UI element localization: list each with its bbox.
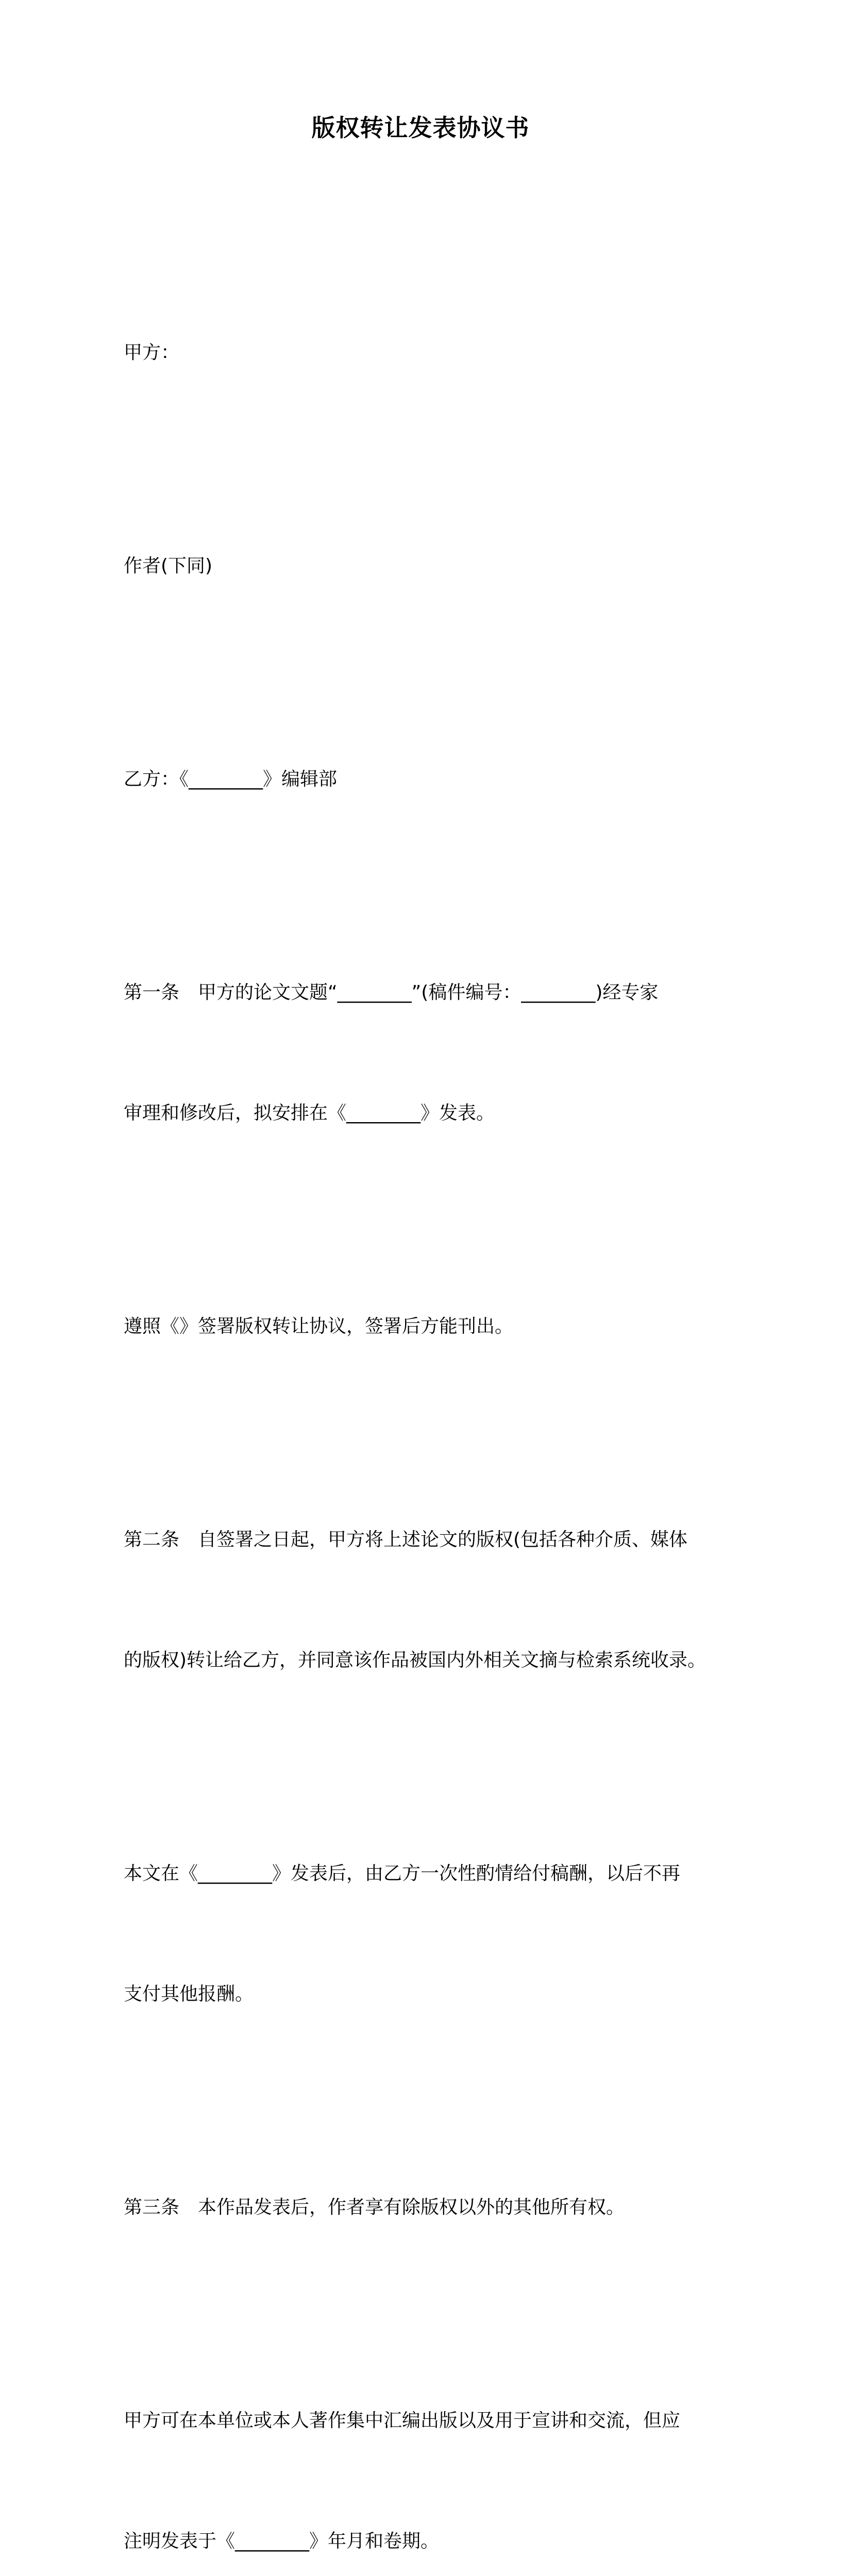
- text-line: 作者(下同): [124, 555, 213, 577]
- text-line: 第二条 自签署之日起，甲方将上述论文的版权(包括各种介质、媒体: [124, 1529, 688, 1550]
- remuneration-clause: [124, 1773, 737, 2095]
- text-line: 注明发表于《________》年月和卷期。: [124, 2531, 440, 2552]
- text-line: 甲方可在本单位或本人著作集中汇编出版以及用于宣讲和交流，但应: [124, 2410, 681, 2431]
- party-a-line: [124, 252, 737, 453]
- compilation-clause: [124, 2320, 737, 2576]
- text-line: 本文在《________》发表后，由乙方一次性酌情给付稿酬，以后不再: [124, 1863, 681, 1884]
- text-line: 甲方：: [124, 342, 180, 363]
- text-line: 审理和修改后，拟安排在《________》发表。: [124, 1103, 495, 1124]
- article-one: [124, 892, 737, 1214]
- party-b-line: [124, 679, 737, 880]
- text-line: 遵照《》签署版权转让协议，签署后方能刊出。: [124, 1316, 514, 1337]
- text-line: 的版权)转让给乙方，并同意该作品被国内外相关文摘与检索系统收录。: [124, 1650, 707, 1671]
- text-line: 第三条 本作品发表后，作者享有除版权以外的其他所有权。: [124, 2197, 625, 2218]
- text-line: 乙方：《________》编辑部: [124, 769, 338, 790]
- article-three: [124, 2107, 737, 2308]
- document-body: [124, 252, 737, 2576]
- author-note-line: [124, 466, 737, 667]
- text-line: 支付其他报酬。: [124, 1984, 254, 2005]
- text-line: 第一条 甲方的论文文题“________”(稿件编号：________)经专家: [124, 982, 659, 1003]
- signing-note: [124, 1226, 737, 1427]
- article-two: [124, 1439, 737, 1761]
- document-title: 版权转让发表协议书: [311, 114, 530, 142]
